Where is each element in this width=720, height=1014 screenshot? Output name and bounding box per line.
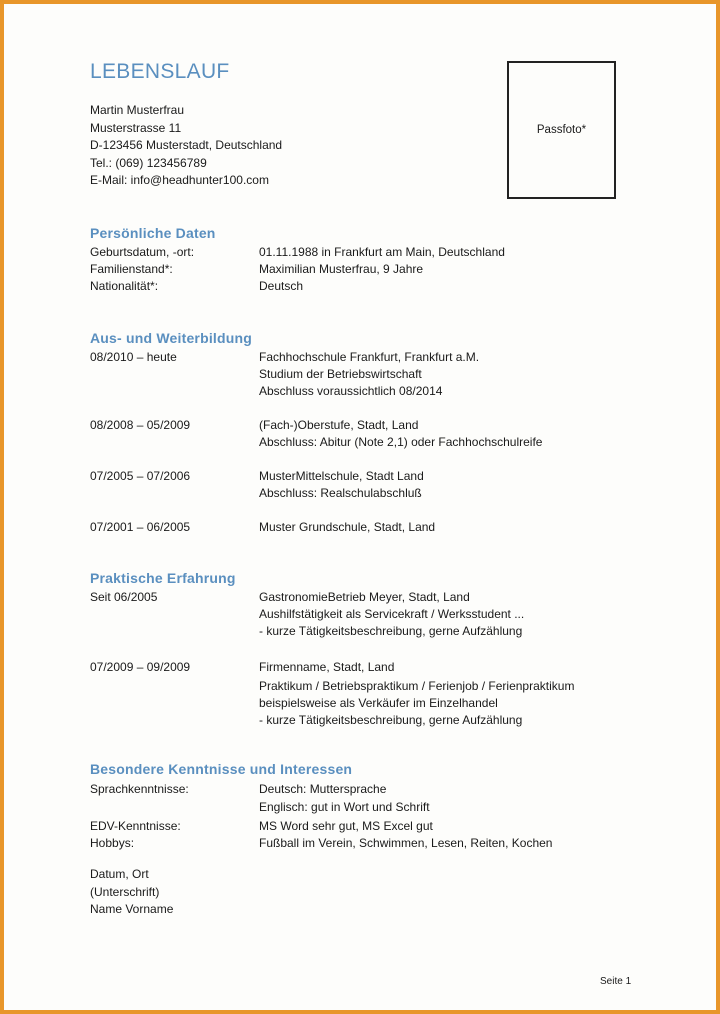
row-key: EDV-Kenntnisse:	[90, 819, 181, 833]
value-line: Deutsch: Muttersprache	[259, 782, 387, 796]
value-line: Studium der Betriebswirtschaft	[259, 367, 422, 381]
contact-block	[90, 102, 282, 190]
row-key: Geburtsdatum, -ort:	[90, 245, 195, 259]
value-line: 01.11.1988 in Frankfurt am Main, Deutschland	[259, 245, 505, 259]
row-value	[259, 781, 430, 816]
row-key: 07/2001 – 06/2005	[90, 520, 191, 534]
row-value	[259, 244, 505, 261]
value-line: beispielsweise als Verkäufer im Einzelhandel	[259, 696, 498, 710]
value-line: Abschluss: Abitur (Note 2,1) oder Fachhochschulreife	[259, 435, 543, 449]
value-line: Firmenname, Stadt, Land	[259, 660, 395, 674]
value-line: (Fach-)Oberstufe, Stadt, Land	[259, 418, 419, 432]
row-key: Hobbys:	[90, 836, 135, 850]
row-key: Familienstand*:	[90, 262, 173, 276]
contact-email: E-Mail: info@headhunter100.com	[90, 173, 269, 187]
value-line: GastronomieBetrieb Meyer, Stadt, Land	[259, 590, 470, 604]
row-key: 07/2005 – 07/2006	[90, 469, 191, 483]
contact-phone: Tel.: (069) 123456789	[90, 155, 207, 170]
row-value	[259, 417, 542, 451]
contact-city: D-123456 Musterstadt, Deutschland	[90, 138, 283, 152]
value-line: Deutsch	[259, 279, 304, 293]
signature-line: (Unterschrift)	[90, 884, 160, 899]
row-key: Nationalität*:	[90, 279, 159, 293]
row-value	[259, 349, 479, 400]
row-value	[259, 278, 303, 295]
section-personal-heading: Persönliche Daten	[90, 225, 216, 241]
row-key: Sprachkenntnisse:	[90, 782, 189, 796]
passport-photo-placeholder	[507, 61, 616, 199]
signer-name: Name Vorname	[90, 902, 174, 916]
date-place: Datum, Ort	[90, 867, 149, 881]
row-value	[259, 261, 423, 278]
value-line: Muster Grundschule, Stadt, Land	[259, 520, 436, 534]
row-key: Seit 06/2005	[90, 590, 158, 604]
row-value	[259, 519, 435, 536]
cv-page	[4, 4, 716, 1010]
page-number: Seite 1	[600, 976, 632, 987]
value-line: Fachhochschule Frankfurt, Frankfurt a.M.	[259, 350, 480, 364]
row-key: 07/2009 – 09/2009	[90, 660, 191, 674]
row-value	[259, 818, 433, 835]
row-key: 08/2008 – 05/2009	[90, 418, 191, 432]
row-value	[259, 589, 524, 640]
section-education-heading: Aus- und Weiterbildung	[90, 330, 253, 346]
row-value	[259, 659, 574, 729]
value-line: - kurze Tätigkeitsbeschreibung, gerne Aufzählung	[259, 713, 523, 727]
contact-street: Musterstrasse 11	[90, 120, 182, 135]
section-experience-heading: Praktische Erfahrung	[90, 570, 236, 586]
value-line: Aushilfstätigkeit als Servicekraft / Werksstudent ...	[259, 607, 525, 621]
document-title: LEBENSLAUF	[90, 60, 230, 83]
section-skills-heading: Besondere Kenntnisse und Interessen	[90, 761, 353, 777]
value-line: Fußball im Verein, Schwimmen, Lesen, Reiten, Kochen	[259, 836, 553, 850]
value-line: Praktikum / Betriebspraktikum / Ferienjob / Ferienpraktikum	[259, 679, 575, 693]
value-line: - kurze Tätigkeitsbeschreibung, gerne Aufzählung	[259, 624, 523, 638]
row-value	[259, 835, 552, 852]
value-line: Abschluss: Realschulabschluß	[259, 486, 422, 500]
row-value	[259, 468, 424, 502]
row-key: 08/2010 – heute	[90, 350, 177, 364]
value-line: Abschluss voraussichtlich 08/2014	[259, 384, 443, 398]
signature-block	[90, 866, 173, 919]
contact-name: Martin Musterfrau	[90, 103, 185, 117]
photo-label: Passfoto*	[536, 124, 587, 136]
value-line: Englisch: gut in Wort und Schrift	[259, 800, 430, 814]
value-line: MusterMittelschule, Stadt Land	[259, 469, 424, 483]
value-line: Maximilian Musterfrau, 9 Jahre	[259, 262, 424, 276]
value-line: MS Word sehr gut, MS Excel gut	[259, 819, 433, 833]
